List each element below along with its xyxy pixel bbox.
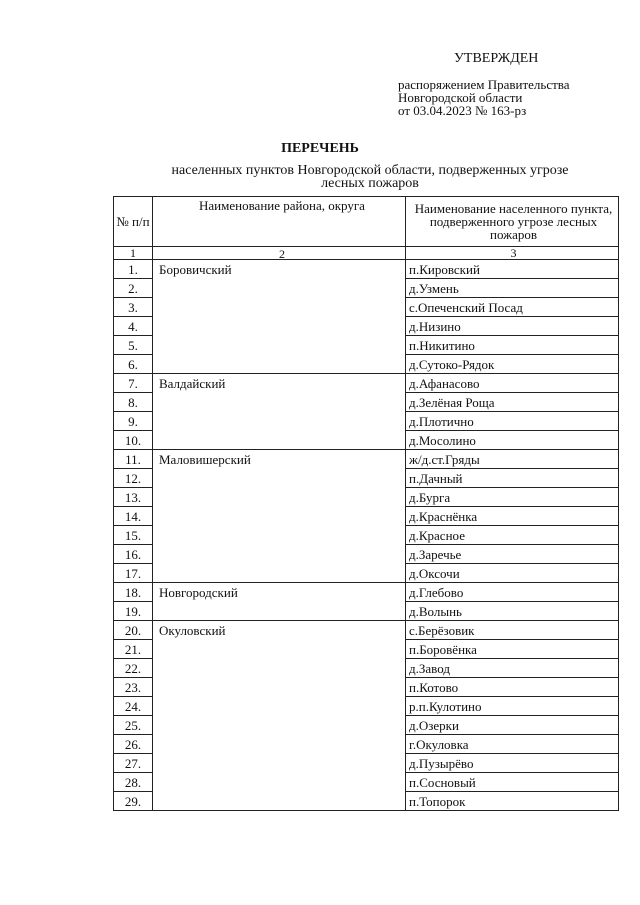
row-number: 20. — [114, 621, 153, 640]
settlement-name: д.Плотично — [406, 412, 619, 431]
settlement-name: п.Сосновый — [406, 773, 619, 792]
row-number: 19. — [114, 602, 153, 621]
district-name: Маловишерский — [153, 450, 406, 583]
header-place: Наименование населенного пункта, подверженного угрозе лесных пожаров — [406, 197, 619, 247]
row-number: 23. — [114, 678, 153, 697]
settlement-name: п.Топорок — [406, 792, 619, 811]
header-num: № п/п — [114, 197, 153, 247]
settlement-name: п.Котово — [406, 678, 619, 697]
column-number-2: 2 — [153, 247, 406, 260]
row-number: 28. — [114, 773, 153, 792]
table-row — [114, 374, 619, 393]
settlement-name: д.Афанасово — [406, 374, 619, 393]
row-number: 26. — [114, 735, 153, 754]
settlement-name: с.Берёзовик — [406, 621, 619, 640]
row-number: 15. — [114, 526, 153, 545]
row-number: 9. — [114, 412, 153, 431]
settlement-name: д.Оксочи — [406, 564, 619, 583]
settlement-name: д.Глебово — [406, 583, 619, 602]
row-number: 5. — [114, 336, 153, 355]
district-name: Окуловский — [153, 621, 406, 811]
row-number: 2. — [114, 279, 153, 298]
row-number: 22. — [114, 659, 153, 678]
settlement-name: д.Пузырёво — [406, 754, 619, 773]
row-number: 4. — [114, 317, 153, 336]
row-number: 11. — [114, 450, 153, 469]
settlement-name: с.Опеченский Посад — [406, 298, 619, 317]
row-number: 3. — [114, 298, 153, 317]
settlement-name: г.Окуловка — [406, 735, 619, 754]
row-number: 18. — [114, 583, 153, 602]
column-number-3: 3 — [406, 247, 619, 260]
district-name: Новгородский — [153, 583, 406, 621]
table-row — [114, 450, 619, 469]
row-number: 7. — [114, 374, 153, 393]
row-number: 8. — [114, 393, 153, 412]
row-number: 12. — [114, 469, 153, 488]
settlement-name: п.Боровёнка — [406, 640, 619, 659]
row-number: 16. — [114, 545, 153, 564]
approval-block — [398, 52, 618, 117]
document-subtitle — [145, 164, 595, 190]
approval-title: УТВЕРЖДЕН — [454, 51, 539, 66]
settlement-name: ж/д.ст.Гряды — [406, 450, 619, 469]
subtitle-line-1: населенных пунктов Новгородской области, подверженных угрозе — [171, 163, 569, 178]
table-header-row — [114, 197, 619, 247]
row-number: 6. — [114, 355, 153, 374]
table-row — [114, 583, 619, 602]
district-name: Боровичский — [153, 260, 406, 374]
settlement-name: р.п.Кулотино — [406, 697, 619, 716]
row-number: 14. — [114, 507, 153, 526]
column-number-row — [114, 247, 619, 260]
row-number: 13. — [114, 488, 153, 507]
row-number: 27. — [114, 754, 153, 773]
row-number: 24. — [114, 697, 153, 716]
settlement-name: д.Завод — [406, 659, 619, 678]
settlement-name: д.Красное — [406, 526, 619, 545]
row-number: 25. — [114, 716, 153, 735]
row-number: 17. — [114, 564, 153, 583]
approval-line-2: Новгородской области — [398, 90, 523, 105]
table-row — [114, 621, 619, 640]
settlements-table — [113, 196, 619, 811]
row-number: 21. — [114, 640, 153, 659]
settlement-name: д.Зелёная Роща — [406, 393, 619, 412]
settlement-name: д.Волынь — [406, 602, 619, 621]
column-number-1: 1 — [114, 247, 153, 260]
row-number: 10. — [114, 431, 153, 450]
settlement-name: д.Мосолино — [406, 431, 619, 450]
settlement-name: п.Кировский — [406, 260, 619, 279]
approval-line-1: распоряжением Правительства — [398, 77, 570, 92]
row-number: 29. — [114, 792, 153, 811]
settlement-name: д.Сутоко-Рядок — [406, 355, 619, 374]
subtitle-line-2: лесных пожаров — [321, 176, 419, 191]
table-body — [114, 197, 619, 811]
settlement-name: д.Краснёнка — [406, 507, 619, 526]
settlement-name: п.Никитино — [406, 336, 619, 355]
document-title: ПЕРЕЧЕНЬ — [281, 141, 359, 156]
settlement-name: д.Заречье — [406, 545, 619, 564]
header-district: Наименование района, округа — [153, 197, 406, 247]
settlement-name: д.Бурга — [406, 488, 619, 507]
district-name: Валдайский — [153, 374, 406, 450]
approval-line-3: от 03.04.2023 № 163-рз — [398, 103, 527, 118]
table-row — [114, 260, 619, 279]
settlement-name: п.Дачный — [406, 469, 619, 488]
row-number: 1. — [114, 260, 153, 279]
settlement-name: д.Низино — [406, 317, 619, 336]
settlement-name: д.Узмень — [406, 279, 619, 298]
settlement-name: д.Озерки — [406, 716, 619, 735]
